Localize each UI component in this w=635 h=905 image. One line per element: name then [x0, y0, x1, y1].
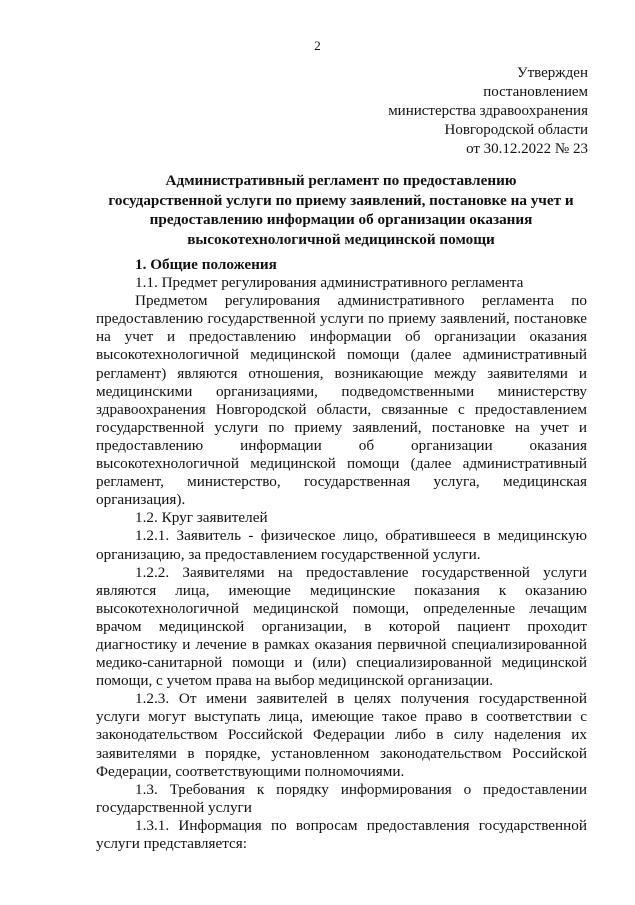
- paragraph: 1.2.3. От имени заявителей в целях получения государственной услуги могут выступать лица, имеющие такое право в соответствии с законодательством Российской Федерации либо в силу наделения их заявителями в порядке, установленном законодательством Российской Федерации, соответствующими полномочиями.: [96, 690, 587, 780]
- document-body: [96, 256, 587, 853]
- approval-line: министерства здравоохранения: [388, 103, 588, 119]
- document-title: [96, 171, 586, 249]
- paragraph: 1.2.2. Заявителями на предоставление государственной услуги являются лица, имеющие медицинские показания к оказанию высокотехнологичной медицинской помощи, определенные лечащим врачом медицинской организации, в которой пациент проходит диагностику и лечение в рамках оказания первичной специализированной медико-санитарной помощи и (или) специализированной медицинской помощи, с учетом права на выбор медицинской организации.: [96, 563, 587, 690]
- paragraph: 1.3.1. Информация по вопросам предоставления государственной услуги представляется:: [96, 816, 587, 852]
- title-line: предоставлению информации об организации оказания: [149, 211, 533, 228]
- paragraph: Предметом регулирования административного регламента по предоставлению государственной услуги по приему заявлений, постановке на учет и предоставлению информации об организации оказания высокотехнологичной медицинской помощи (далее административный регламент) являются отношения, возникающие между заявителями и медицинскими организациями, подведомственными министерству здравоохранения Новгородской области, связанные с предоставлением государственной услуги по приему заявлений, постановке на учет и предоставлению информации об организации оказания высокотехнологичной медицинской помощи (далее административный регламент, министерство, государственная услуга, медицинская организация).: [96, 292, 587, 509]
- paragraph: 1.3. Требования к порядку информирования о предоставлении государственной услуги: [96, 780, 587, 816]
- subsection-title: 1.2. Круг заявителей: [135, 509, 268, 527]
- approval-block: [388, 64, 588, 159]
- approval-line: Утвержден: [516, 65, 588, 81]
- section-heading: 1. Общие положения: [135, 256, 277, 273]
- title-line: высокотехнологичной медицинской помощи: [187, 230, 495, 248]
- approval-line: постановлением: [483, 84, 588, 100]
- approval-line: от 30.12.2022 № 23: [466, 141, 588, 157]
- paragraph: 1.2.1. Заявитель - физическое лицо, обратившееся в медицинскую организацию, за предоставлением государственной услуги.: [96, 527, 587, 563]
- subsection-title: 1.1. Предмет регулирования административного регламента: [135, 274, 524, 292]
- page-number: 2: [314, 38, 321, 53]
- title-line: Административный регламент по предоставлению: [165, 172, 517, 189]
- title-line: государственной услуги по приему заявлений, постановке на учет и: [108, 191, 574, 209]
- approval-line: Новгородской области: [444, 122, 588, 138]
